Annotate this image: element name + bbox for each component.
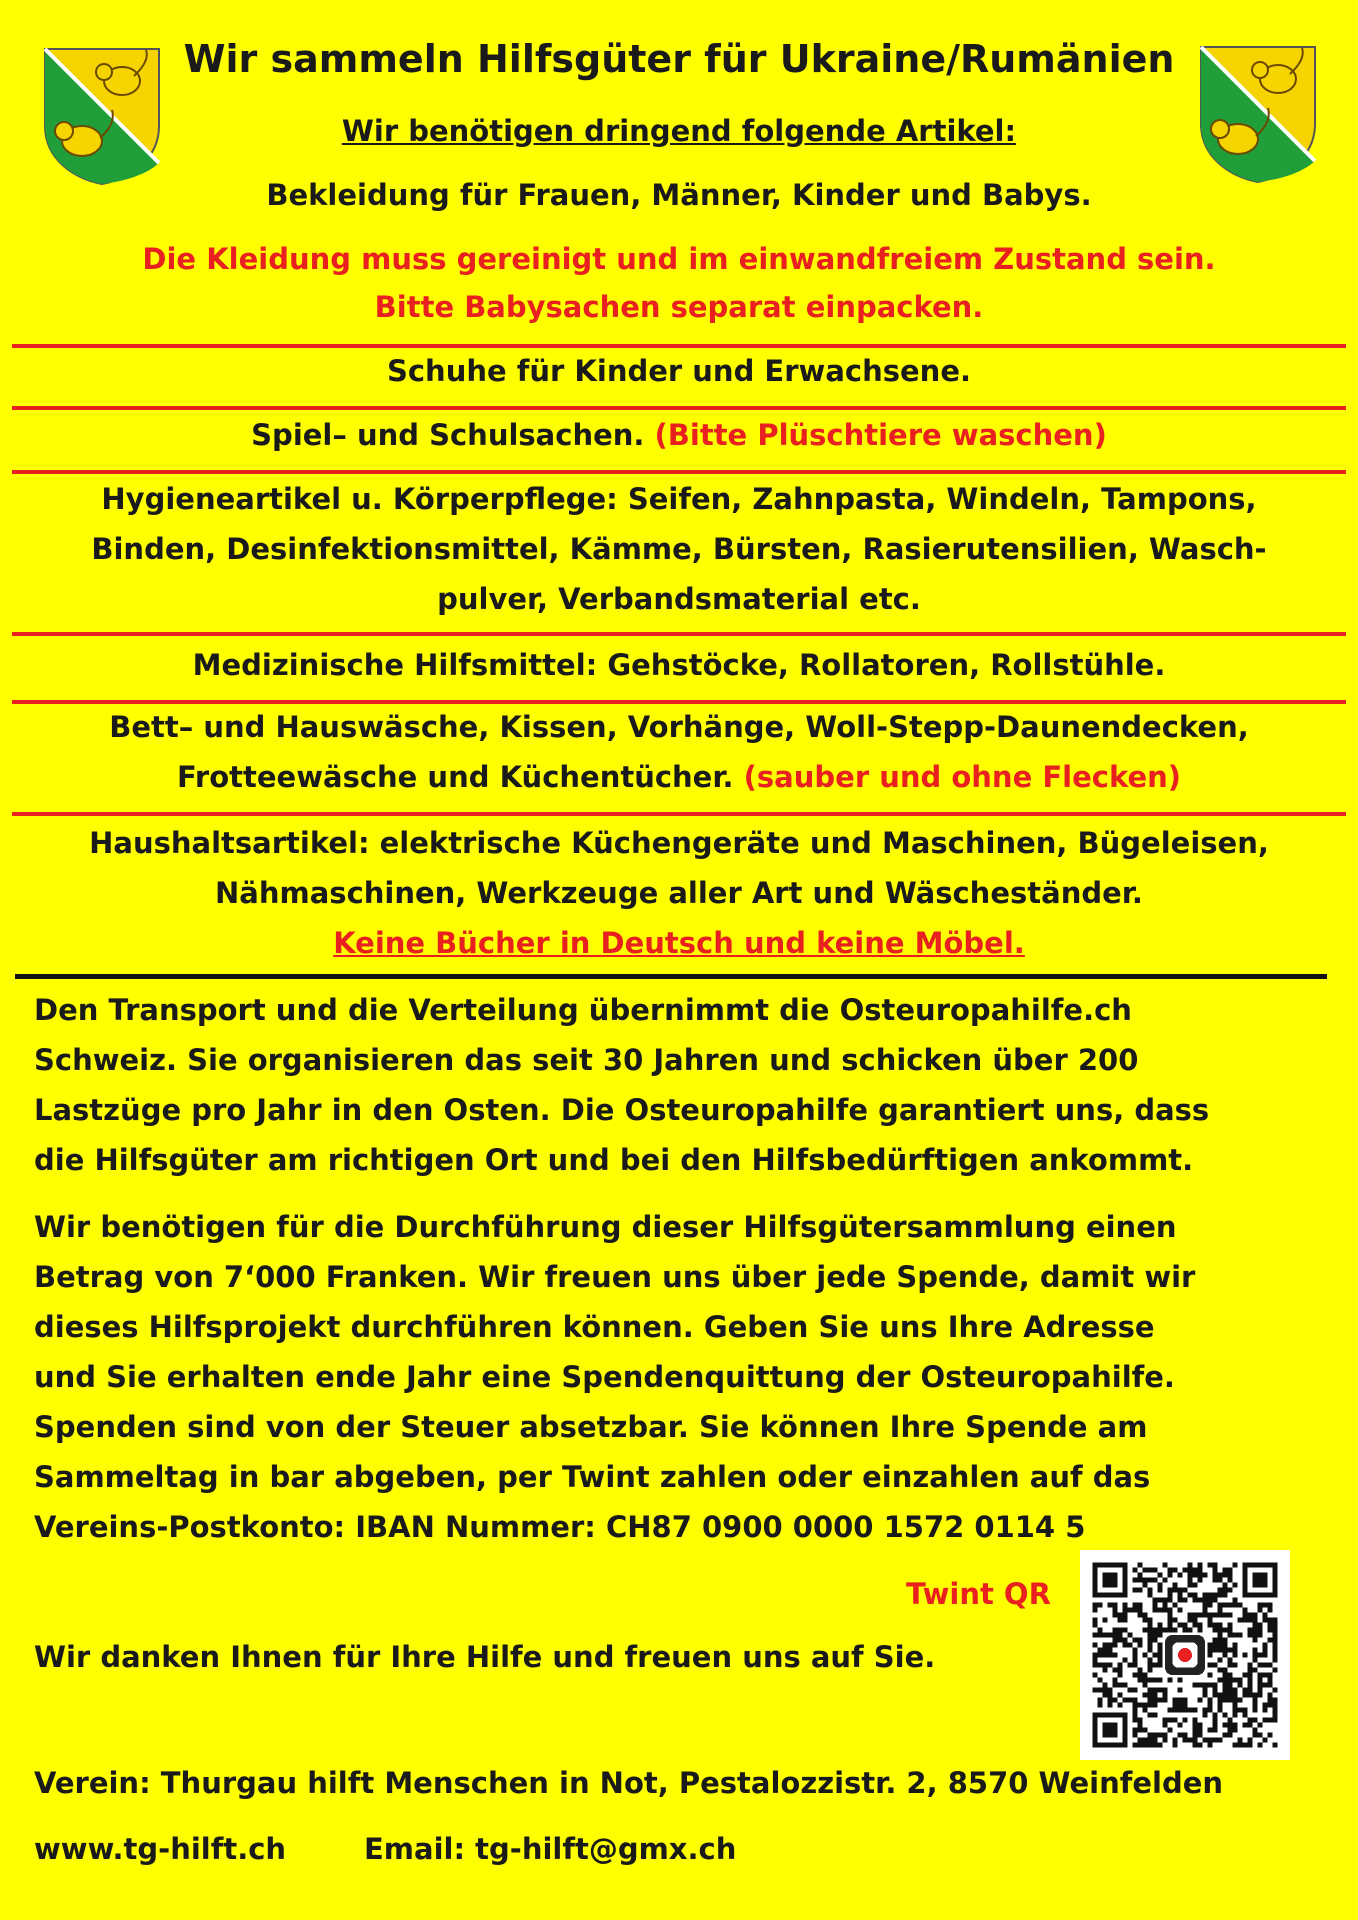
- transport-line: Den Transport und die Verteilung übernimmt die Osteuropahilfe.ch: [34, 993, 1132, 1027]
- item-household-line-2: Nähmaschinen, Werkzeuge aller Art und Wäscheständer.: [215, 876, 1143, 910]
- donation-line: Vereins-Postkonto: IBAN Nummer: CH87 0900 0000 1572 0114 5: [34, 1510, 1086, 1544]
- donation-paragraph: [34, 1202, 1334, 1552]
- clothing-note-babies: Bitte Babysachen separat einpacken.: [374, 290, 984, 324]
- item-shoes: Schuhe für Kinder und Erwachsene.: [386, 354, 972, 388]
- donation-line: Spenden sind von der Steuer absetzbar. Sie können Ihre Spende am: [34, 1410, 1148, 1444]
- website-link[interactable]: www.tg-hilft.ch: [34, 1832, 287, 1866]
- clothing-note-cleaned: Die Kleidung muss gereinigt und im einwandfreiem Zustand sein.: [142, 242, 1216, 276]
- toys-note: (Bitte Plüschtiere waschen): [654, 418, 1107, 452]
- page-title: Wir sammeln Hilfsgüter für Ukraine/Rumänien: [183, 37, 1175, 81]
- section-divider: [15, 974, 1327, 979]
- divider: [12, 812, 1346, 816]
- association-address: Verein: Thurgau hilft Menschen in Not, Pestalozzistr. 2, 8570 Weinfelden: [34, 1766, 1224, 1800]
- item-toys: [0, 410, 1358, 460]
- item-medical: Medizinische Hilfsmittel: Gehstöcke, Rollatoren, Rollstühle.: [192, 648, 1166, 682]
- item-clothing: Bekleidung für Frauen, Männer, Kinder und Babys.: [266, 178, 1092, 212]
- twint-qr-label: Twint QR: [906, 1577, 1051, 1611]
- donation-line: Wir benötigen für die Durchführung dieser Hilfsgütersammlung einen: [34, 1210, 1177, 1244]
- donation-line: Betrag von 7‘000 Franken. Wir freuen uns über jede Spende, damit wir: [34, 1260, 1196, 1294]
- donation-line: Sammeltag in bar abgeben, per Twint zahlen oder einzahlen auf das: [34, 1460, 1151, 1494]
- page-subtitle: Wir benötigen dringend folgende Artikel:: [341, 114, 1017, 148]
- item-linen-line-1: Bett– und Hauswäsche, Kissen, Vorhänge, Woll-Stepp-Daunendecken,: [109, 710, 1249, 744]
- item-linen-line-2: [0, 752, 1358, 802]
- transport-line: Schweiz. Sie organisieren das seit 30 Jahren und schicken über 200: [34, 1043, 1139, 1077]
- transport-paragraph: [34, 985, 1334, 1185]
- donation-line: dieses Hilfsprojekt durchführen können. Geben Sie uns Ihre Adresse: [34, 1310, 1155, 1344]
- transport-line: die Hilfsgüter am richtigen Ort und bei den Hilfsbedürftigen ankommt.: [34, 1143, 1194, 1177]
- item-household-line-1: Haushaltsartikel: elektrische Küchengeräte und Maschinen, Bügeleisen,: [89, 826, 1269, 860]
- transport-line: Lastzüge pro Jahr in den Osten. Die Osteuropahilfe garantiert uns, dass: [34, 1093, 1210, 1127]
- thanks-text: Wir danken Ihnen für Ihre Hilfe und freuen uns auf Sie.: [34, 1640, 936, 1674]
- exclusion-note: Keine Bücher in Deutsch und keine Möbel.: [333, 926, 1025, 960]
- linen-label: Frotteewäsche und Küchentücher.: [176, 760, 734, 794]
- linen-note: (sauber und ohne Flecken): [743, 760, 1182, 794]
- item-hygiene-line-2: Binden, Desinfektionsmittel, Kämme, Bürsten, Rasierutensilien, Wasch-: [91, 532, 1267, 566]
- item-hygiene-line-3: pulver, Verbandsmaterial etc.: [437, 582, 921, 616]
- donation-line: und Sie erhalten ende Jahr eine Spendenquittung der Osteuropahilfe.: [34, 1360, 1175, 1394]
- toys-label: Spiel– und Schulsachen.: [251, 418, 645, 452]
- divider: [12, 632, 1346, 636]
- item-hygiene-line-1: Hygieneartikel u. Körperpflege: Seifen, Zahnpasta, Windeln, Tampons,: [101, 482, 1257, 516]
- email-link[interactable]: Email: tg-hilft@gmx.ch: [364, 1832, 737, 1866]
